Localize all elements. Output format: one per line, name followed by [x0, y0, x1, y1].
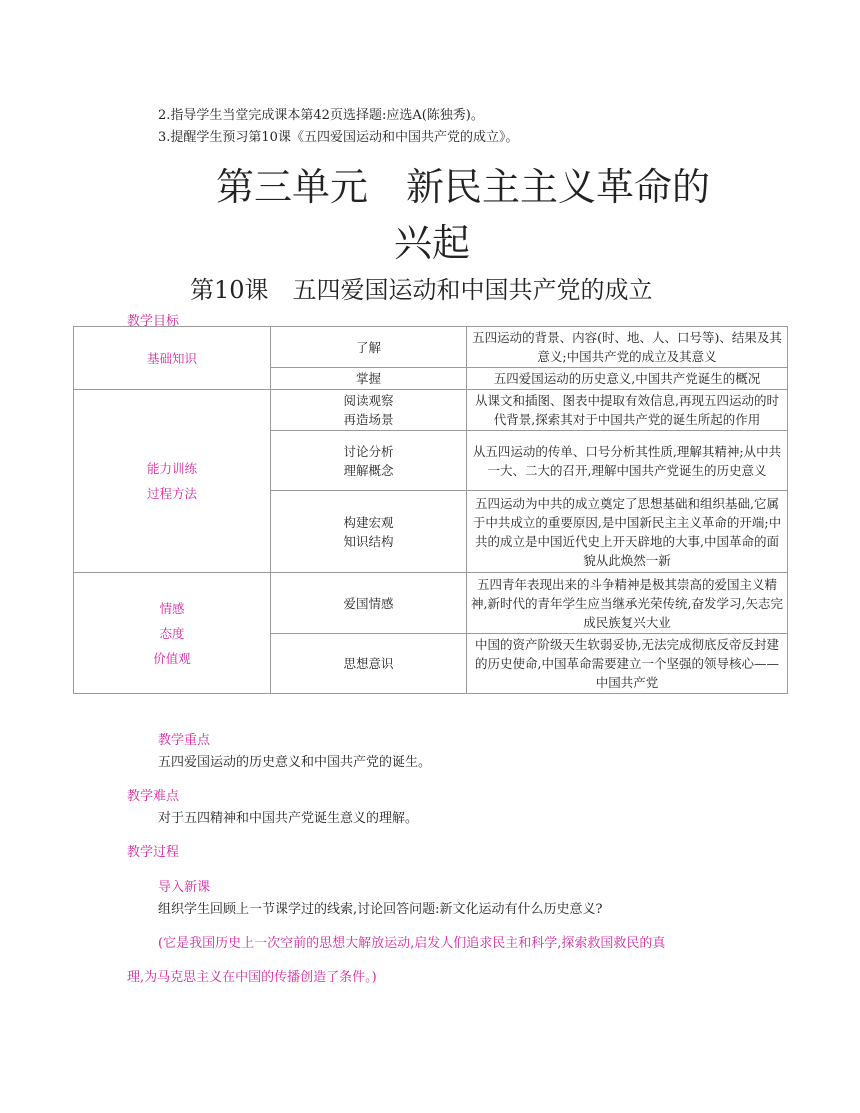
method-cell: 思想意识	[271, 634, 467, 694]
category-line: 价值观	[153, 650, 191, 666]
intro-question: 组织学生回顾上一节课学过的线索,讨论回答问题:新文化运动有什么历史意义?	[158, 902, 603, 917]
category-ability	[74, 390, 271, 573]
table-row	[74, 573, 788, 634]
category-line: 情感	[159, 600, 185, 616]
method-cell: 爱国情感	[271, 573, 467, 634]
content-cell: 五四运动的背景、内容(时、地、人、口号等)、结果及其意义;中国共产党的成立及其意义	[467, 327, 788, 368]
method-cell	[271, 431, 467, 491]
process-label: 教学过程	[127, 845, 180, 860]
content-cell: 从五四运动的传单、口号分析其性质,理解其精神;从中共一大、二大的召开,理解中国共产党诞生的历史意义	[467, 431, 788, 491]
intro-new-lesson-label: 导入新课	[158, 880, 211, 895]
difficulty-label: 教学难点	[127, 789, 180, 804]
content-cell: 五四爱国运动的历史意义,中国共产党诞生的概况	[467, 368, 788, 390]
category-line: 态度	[159, 625, 185, 641]
method-cell: 了解	[271, 327, 467, 368]
unit-title-line1: 第三单元 新民主主义革命的	[216, 165, 711, 209]
key-point-text: 五四爱国运动的历史意义和中国共产党的诞生。	[158, 755, 432, 770]
category-line: 能力训练	[146, 461, 197, 476]
unit-title-line2: 兴起	[394, 221, 471, 265]
content-cell: 五四青年表现出来的斗争精神是极其崇高的爱国主义精神,新时代的青年学生应当继承光荣传统,奋发学习,矢志完成民族复兴大业	[467, 573, 788, 634]
category-line: 过程方法	[146, 486, 197, 501]
intro-line-2: 2.指导学生当堂完成课本第42页选择题:应选A(陈独秀)。	[158, 108, 484, 123]
answer-line-2: 理,为马克思主义在中国的传播创造了条件。)	[127, 970, 377, 985]
table-row	[74, 390, 788, 431]
method-line: 讨论分析	[343, 443, 394, 459]
method-line: 阅读观察	[343, 393, 394, 408]
method-cell	[271, 390, 467, 431]
method-cell	[271, 491, 467, 573]
difficulty-text: 对于五四精神和中国共产党诞生意义的理解。	[158, 811, 419, 826]
objectives-label: 教学目标	[127, 314, 180, 329]
method-line: 构建宏观	[343, 514, 394, 530]
method-line: 理解概念	[343, 462, 394, 478]
method-cell: 掌握	[271, 368, 467, 390]
method-line: 再造场景	[343, 412, 394, 427]
method-line: 知识结构	[343, 533, 394, 549]
category-emotion	[74, 573, 271, 694]
key-point-label: 教学重点	[158, 733, 211, 748]
lesson-title: 第10课 五四爱国运动和中国共产党的成立	[190, 276, 653, 304]
content-cell: 五四运动为中共的成立奠定了思想基础和组织基础,它属于中共成立的重要原因,是中国新民主主义革命的开端;中共的成立是中国近代史上开天辟地的大事,中国革命的面貌从此焕然一新	[467, 491, 788, 573]
content-cell: 从课文和插图、图表中提取有效信息,再现五四运动的时代背景,探索其对于中国共产党的诞生所起的作用	[467, 390, 788, 431]
category-basic: 基础知识	[74, 327, 271, 390]
objectives-table	[73, 326, 788, 694]
table-row	[74, 327, 788, 368]
answer-line-1: (它是我国历史上一次空前的思想大解放运动,启发人们追求民主和科学,探索救国救民的真	[158, 936, 666, 951]
intro-line-3: 3.提醒学生预习第10课《五四爱国运动和中国共产党的成立》。	[158, 130, 519, 145]
content-cell: 中国的资产阶级天生软弱妥协,无法完成彻底反帝反封建的历史使命,中国革命需要建立一个坚强的领导核心——中国共产党	[467, 634, 788, 694]
